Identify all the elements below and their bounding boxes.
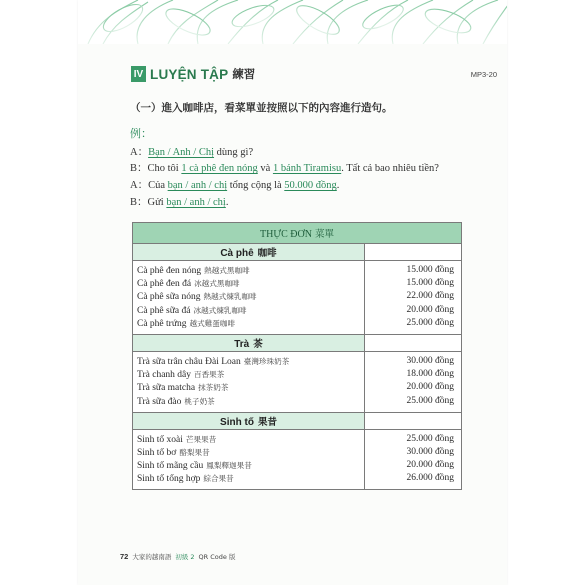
dialogue-line — [130, 194, 228, 209]
category-price-cell — [365, 334, 462, 351]
menu-item-price: 25.000 đồng — [406, 433, 454, 444]
menu-item — [137, 459, 364, 472]
substitutable-phrase: 50.000 đồng — [284, 180, 337, 191]
menu-item — [137, 395, 364, 408]
menu-item — [137, 381, 364, 394]
menu-items-row — [133, 429, 462, 490]
textbook-page — [78, 0, 507, 585]
menu-item-price: 30.000 đồng — [406, 446, 454, 457]
dialogue-text: Cho tôi — [147, 163, 182, 174]
category-name-zh: 咖啡 — [257, 248, 277, 259]
menu-item-name-vi: Trà sữa matcha — [137, 383, 196, 394]
menu-item-prices — [365, 429, 462, 490]
category-price-cell — [365, 244, 462, 261]
page-number: 72 — [120, 552, 129, 561]
menu-item — [137, 446, 364, 459]
menu-item-price: 26.000 đồng — [406, 473, 454, 484]
speaker-label: B： — [130, 197, 148, 208]
menu-item-price: 20.000 đồng — [406, 460, 454, 471]
menu-item-name-zh: 酪梨果昔 — [179, 447, 210, 457]
category-price-cell — [365, 412, 462, 429]
menu-item-price: 20.000 đồng — [406, 382, 454, 393]
menu-item-price: 22.000 đồng — [406, 291, 454, 302]
category-name-zh: 茶 — [253, 338, 263, 350]
menu-item-name-vi: Trà chanh dây — [137, 370, 191, 381]
menu-item — [137, 317, 364, 330]
menu-item-name-vi: Cà phê sữa đá — [137, 305, 191, 316]
menu-item-price: 20.000 đồng — [406, 304, 454, 315]
menu-item-name-vi: Sinh tố xoài — [137, 434, 183, 445]
menu-item-price: 18.000 đồng — [406, 369, 454, 380]
menu-item-name-vi: Trà sữa trân châu Đài Loan — [137, 356, 241, 367]
menu-item-name-vi: Sinh tố mãng cầu — [137, 461, 204, 472]
category-name-zh: 果昔 — [257, 416, 277, 428]
book-title: 大家的越南語 — [132, 553, 172, 561]
menu-item-names — [133, 429, 365, 490]
category-name-vi: Cà phê — [220, 248, 254, 259]
substitutable-phrase: 1 cà phê đen nóng — [181, 163, 258, 174]
menu-title — [133, 223, 462, 244]
section-heading — [131, 64, 255, 84]
menu-item — [137, 472, 364, 485]
category-name-vi: Sinh tố — [220, 416, 254, 428]
menu-item-name-zh: 冰越式煉乳咖啡 — [193, 305, 247, 315]
menu-item-name-zh: 熱越式黑咖啡 — [204, 266, 250, 275]
menu-item-name-zh: 冰越式黑咖啡 — [194, 279, 240, 289]
dialogue-text: dùng gì? — [214, 147, 254, 158]
menu-item-name-zh: 抹茶奶茶 — [198, 383, 229, 393]
dialogue-text: tổng cộng là — [227, 180, 285, 191]
menu-category-name — [133, 334, 365, 351]
menu-item-prices — [365, 351, 462, 412]
book-edition: QR Code 版 — [198, 553, 236, 561]
category-name-vi: Trà — [234, 338, 250, 350]
menu-item-name-zh: 芒果果昔 — [185, 434, 217, 444]
book-level: 初級 2 — [175, 553, 195, 561]
menu-item — [137, 433, 364, 446]
menu-item — [137, 355, 364, 368]
menu-item-name-zh: 百香果茶 — [194, 370, 225, 380]
section-title-vi: LUYỆN TẬP — [150, 66, 229, 82]
audio-track-label: MP3-20 — [470, 70, 497, 79]
menu-item-names — [133, 351, 365, 412]
substitutable-phrase: bạn / anh / chị — [166, 197, 226, 208]
menu-category-row — [133, 412, 462, 429]
menu-item-name-vi: Cà phê đen nóng — [137, 266, 202, 276]
menu-item-name-vi: Cà phê trứng — [137, 318, 187, 329]
menu-item-prices — [365, 261, 462, 335]
menu-item-price: 30.000 đồng — [406, 355, 454, 366]
substitutable-phrase: Bạn / Anh / Chị — [148, 147, 215, 158]
menu-item-name-zh: 鳳梨釋迦果昔 — [206, 461, 252, 471]
dialogue-text: Gửi — [147, 197, 167, 208]
menu-item-name-vi: Sinh tố bơ — [137, 447, 177, 458]
menu-category-row — [133, 244, 462, 261]
dialogue-line — [130, 177, 339, 192]
menu-item-name-vi: Cà phê sữa nóng — [137, 292, 201, 303]
menu-category-row — [133, 334, 462, 351]
menu-item — [137, 277, 364, 290]
menu-table — [132, 222, 462, 490]
speaker-label: A： — [130, 147, 149, 158]
menu-items-row — [133, 261, 462, 335]
menu-item-name-vi: Sinh tố tổng hợp — [137, 474, 201, 485]
menu-item — [137, 290, 364, 303]
dialogue-line — [130, 160, 439, 175]
menu-item-price: 25.000 đồng — [406, 395, 454, 406]
dialogue-text: . — [336, 180, 340, 191]
menu-item — [137, 368, 364, 381]
speaker-label: A： — [130, 180, 149, 191]
menu-item-price: 15.000 đồng — [406, 278, 454, 289]
leaf-pattern-header — [78, 0, 507, 44]
menu-items-row — [133, 351, 462, 412]
section-title-zh: 練習 — [232, 67, 256, 81]
menu-item — [137, 304, 364, 317]
menu-item-names — [133, 261, 365, 335]
menu-item-name-zh: 越式雞蛋咖啡 — [189, 318, 236, 328]
menu-item-name-zh: 綜合果昔 — [203, 474, 234, 484]
menu-item-name-zh: 桃子奶茶 — [184, 396, 215, 406]
substitutable-phrase: bạn / anh / chị — [167, 180, 228, 191]
menu-category-name — [133, 244, 365, 261]
dialogue-text: . — [225, 197, 229, 208]
page-footer — [120, 552, 235, 561]
dialogue-text: và — [257, 163, 273, 174]
menu-item — [137, 264, 364, 277]
menu-category-name — [133, 412, 365, 429]
dialogue-text: . Tất cả bao nhiêu tiền? — [341, 163, 439, 174]
menu-item-price: 25.000 đồng — [406, 317, 454, 328]
dialogue-line — [130, 144, 253, 159]
dialogue-text: Của — [148, 180, 168, 191]
menu-item-name-vi: Cà phê đen đá — [137, 279, 192, 290]
speaker-label: B： — [130, 163, 148, 174]
example-label: 例： — [130, 127, 152, 140]
menu-item-name-zh: 臺灣珍珠奶茶 — [243, 356, 290, 366]
menu-item-price: 15.000 đồng — [406, 265, 454, 275]
menu-title-zh: 菜單 — [314, 229, 334, 240]
exercise-instruction: （一）進入咖啡店，看菜單並按照以下的內容進行造句。 — [130, 102, 393, 114]
menu-item-name-vi: Trà sữa đào — [137, 396, 182, 407]
menu-item-name-zh: 熱越式煉乳咖啡 — [203, 292, 257, 302]
substitutable-phrase: 1 bánh Tiramisu — [272, 163, 342, 174]
section-number-badge: IV — [131, 66, 146, 82]
menu-title-vi: THỰC ĐƠN — [260, 229, 312, 240]
